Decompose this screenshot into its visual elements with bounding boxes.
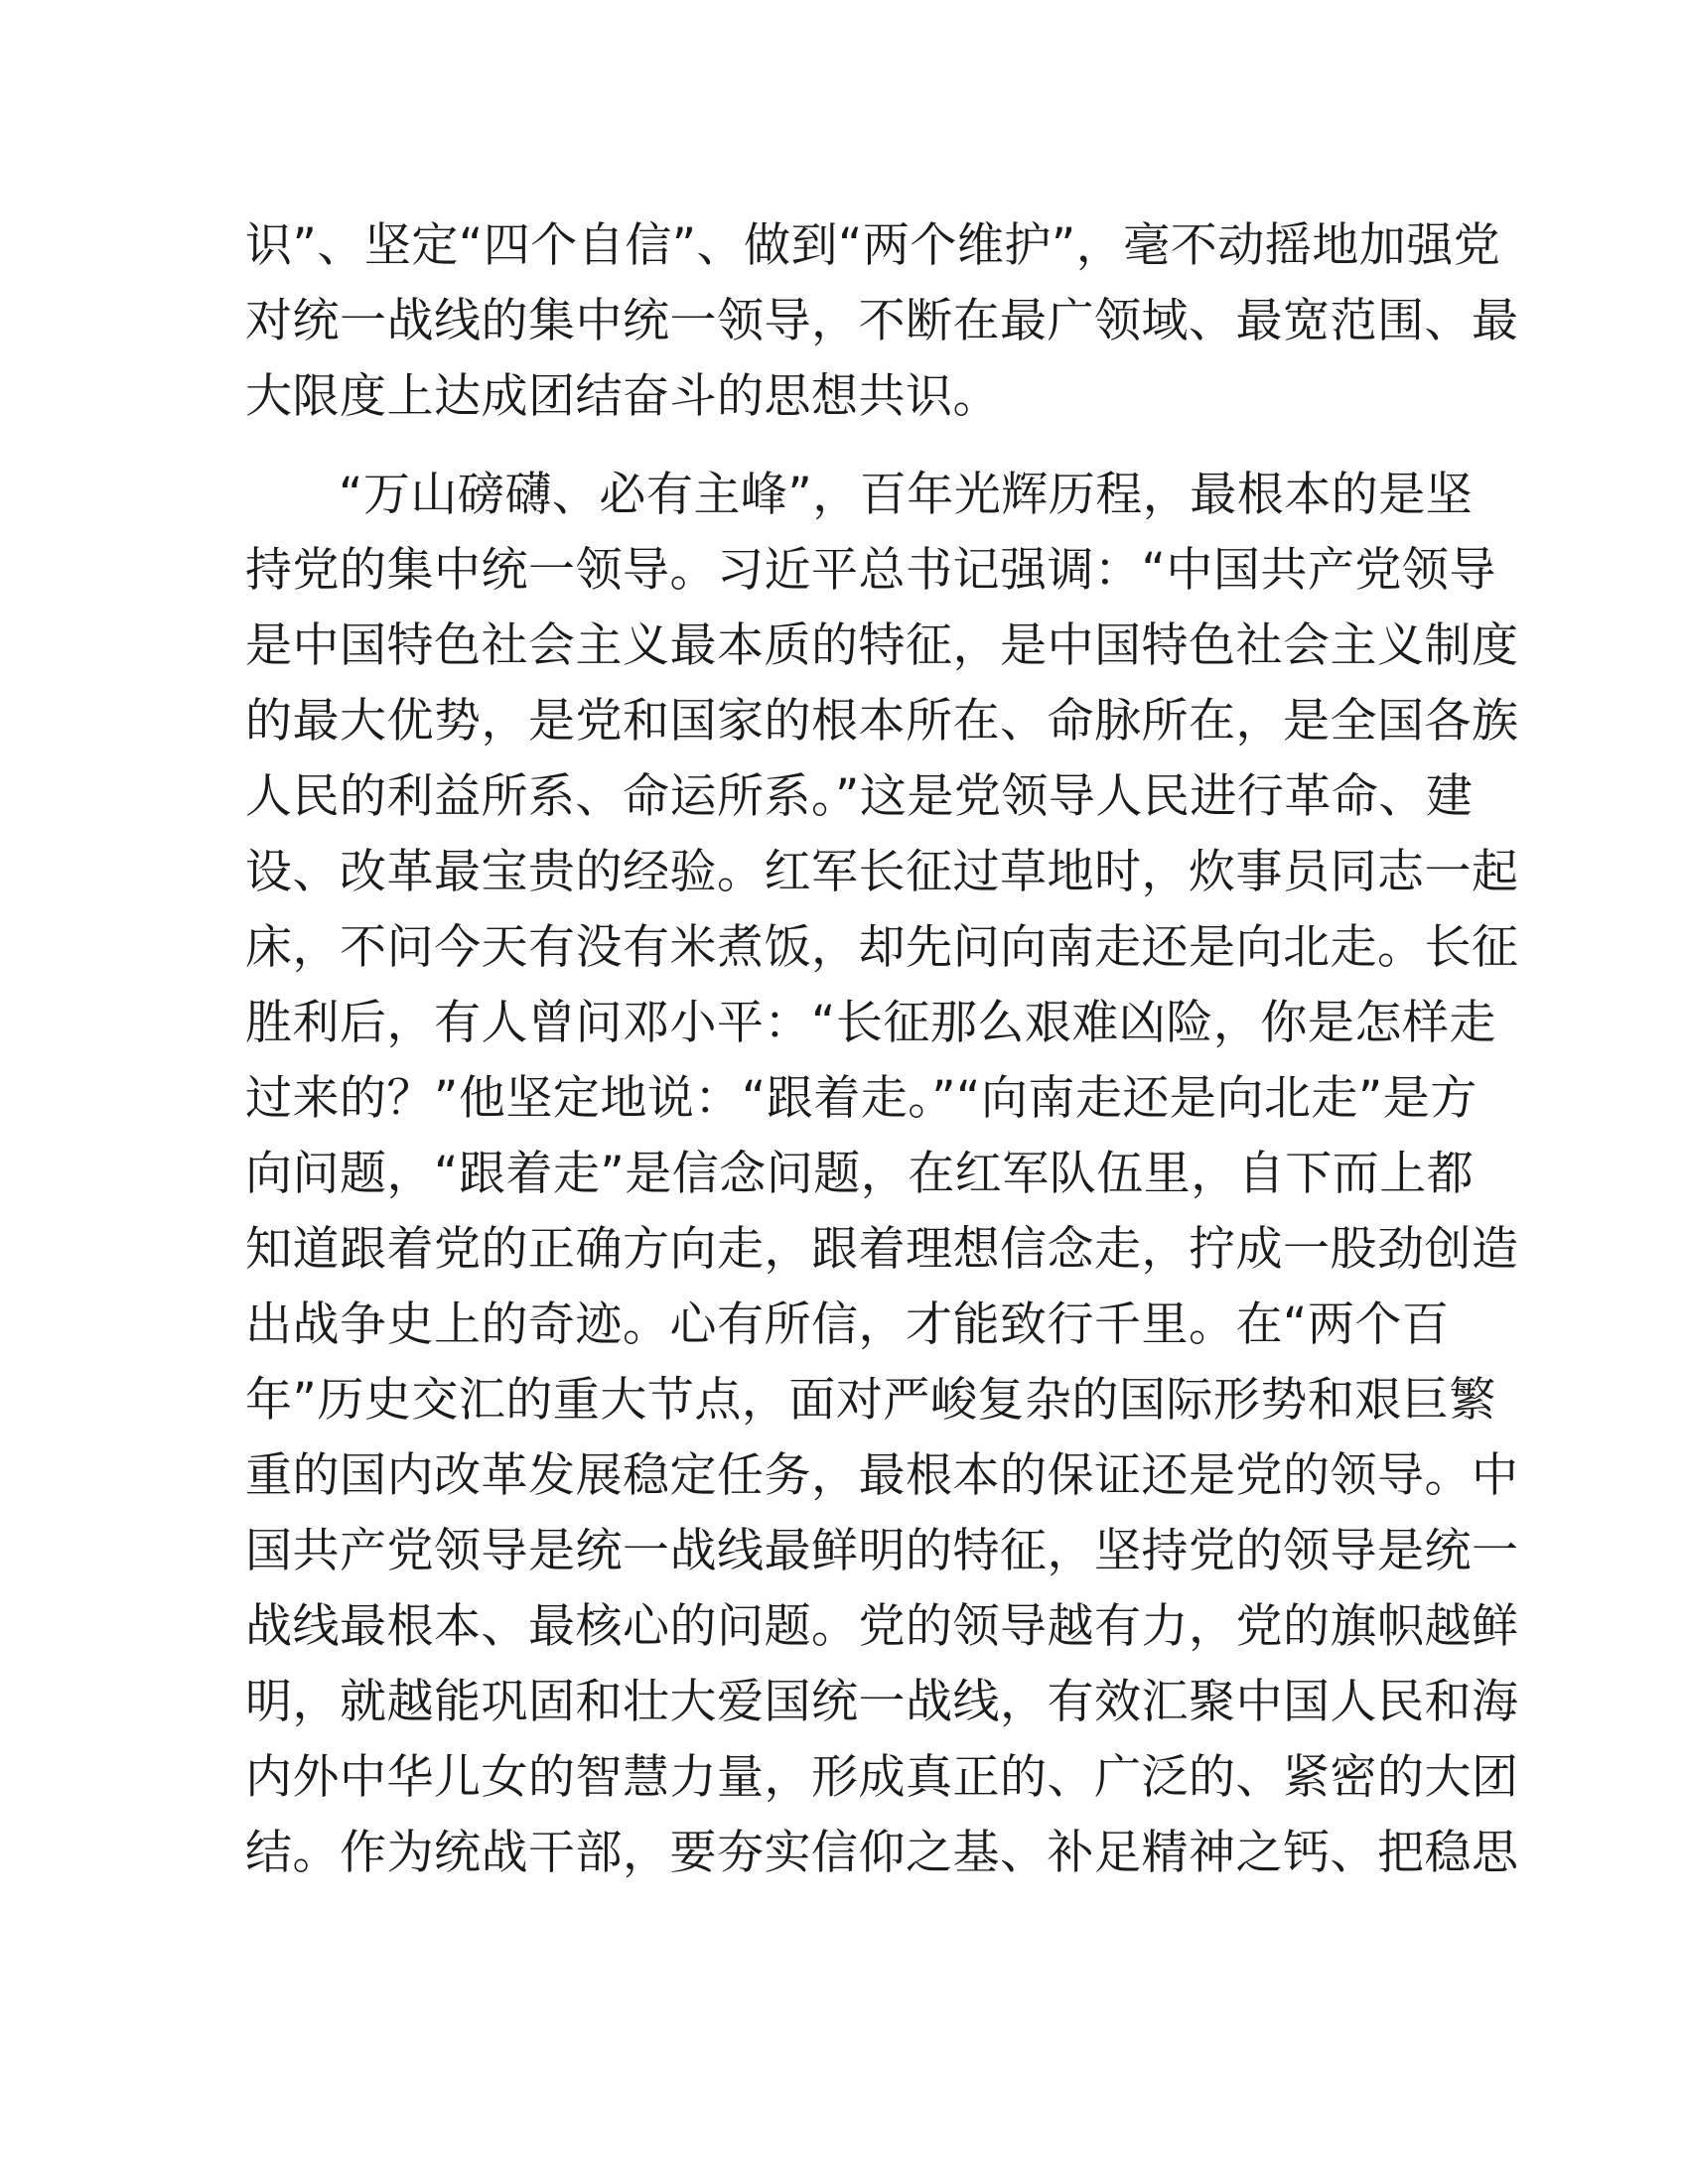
text-line: 床，不问今天有没有米煮饭，却先问向南走还是向北走。长征 — [245, 920, 1519, 975]
text-line: 持党的集中统一领导。习近平总书记强调：“中国共产党领导 — [245, 543, 1496, 598]
text-line: 年”历史交汇的重大节点，面对严峻复杂的国际形势和艰巨繁 — [245, 1373, 1496, 1428]
text-line: 设、改革最宝贵的经验。红军长征过草地时，炊事员同志一起 — [245, 845, 1519, 899]
text-line: 向问题，“跟着走”是信念问题，在红军队伍里，自下而上都 — [245, 1147, 1475, 1201]
text-line: 结。作为统战干部，要夯实信仰之基、补足精神之钙、把稳思 — [245, 1826, 1519, 1880]
text-line: 国共产党领导是统一战线最鲜明的特征，坚持党的领导是统一 — [245, 1524, 1519, 1578]
text-line: 知道跟着党的正确方向走，跟着理想信念走，拧成一股劲创造 — [245, 1222, 1519, 1277]
text-line: 内外中华儿女的智慧力量，形成真正的、广泛的、紧密的大团 — [245, 1750, 1519, 1805]
text-line: 明，就越能巩固和壮大爱国统一战线，有效汇聚中国人民和海 — [245, 1675, 1519, 1729]
text-line: 过来的？”他坚定地说：“跟着走。”“向南走还是向北走”是方 — [245, 1071, 1477, 1126]
text-line: 战线最根本、最核心的问题。党的领导越有力，党的旗帜越鲜 — [245, 1599, 1519, 1654]
text-line: “万山磅礴、必有主峰”，百年光辉历程，最根本的是坚 — [339, 468, 1474, 522]
text-line: 是中国特色社会主义最本质的特征，是中国特色社会主义制度 — [245, 618, 1519, 673]
text-line: 的最大优势，是党和国家的根本所在、命脉所在，是全国各族 — [245, 694, 1519, 749]
text-line: 出战争史上的奇迹。心有所信，才能致行千里。在“两个百 — [245, 1297, 1450, 1352]
text-line: 人民的利益所系、命运所系。”这是党领导人民进行革命、建 — [245, 769, 1474, 824]
text-line: 大限度上达成团结奋斗的思想共识。 — [245, 369, 1000, 424]
text-line: 对统一战线的集中统一领导，不断在最广领域、最宽范围、最 — [245, 294, 1519, 348]
text-line: 重的国内改革发展稳定任务，最根本的保证还是党的领导。中 — [245, 1448, 1519, 1503]
text-line: 胜利后，有人曾问邓小平：“长征那么艰难凶险，你是怎样走 — [245, 996, 1496, 1050]
text-line: 识”、坚定“四个自信”、做到“两个维护”，毫不动摇地加强党 — [245, 218, 1501, 273]
